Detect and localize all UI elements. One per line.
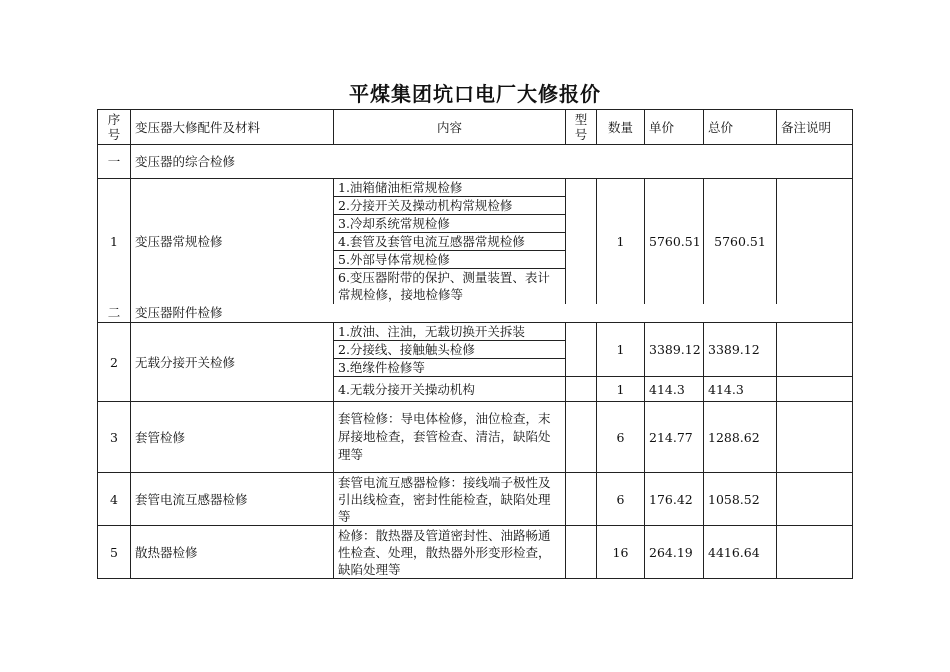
content-line: 3.绝缘件检修等 [338,360,425,375]
row-unit-price: 3389.12 [645,323,704,377]
row-name: 套管检修 [131,402,334,473]
row-unit-price: 264.19 [645,526,704,579]
header-row [98,110,853,145]
row-remark [777,473,853,526]
content-line: 2.分接线、接触触头检修 [334,341,565,359]
row-unit-price: 5760.51 [645,179,704,304]
row-remark [777,526,853,579]
section-row [98,304,853,323]
quotation-table [97,109,853,579]
row-name: 无载分接开关检修 [131,323,334,402]
section-name: 变压器的综合检修 [131,145,853,179]
row-qty: 1 [597,323,645,377]
row-content [334,323,566,377]
row-content: 套管检修：导电体检修，油位检查，末屏接地检查，套管检查、清洁，缺陷处理等 [334,402,566,473]
row-name: 变压器常规检修 [131,179,334,304]
table-row [98,526,853,579]
header-total: 总价 [704,110,777,145]
row-remark [777,402,853,473]
row-content: 检修：散热器及管道密封性、油路畅通性检查、处理，散热器外形变形检查，缺陷处理等 [334,526,566,579]
row-content: 套管电流互感器检修：接线端子极性及引出线检查，密封性能检查，缺陷处理等 [334,473,566,526]
row-unit-price: 176.42 [645,473,704,526]
content-line: 6.变压器附带的保护、测量装置、表计常规检修，接地检修等 [338,270,550,303]
header-remark: 备注说明 [777,110,853,145]
content-line: 2.分接开关及操动机构常规检修 [334,197,565,215]
row-content: 4.无载分接开关操动机构 [334,377,566,402]
row-total: 414.3 [704,377,777,402]
row-seq: 2 [98,323,131,402]
row-model [566,179,597,304]
row-model [566,377,597,402]
header-seq: 序 号 [98,110,131,145]
header-item: 变压器大修配件及材料 [131,110,334,145]
row-remark [777,179,853,304]
content-line: 1.放油、注油，无载切换开关拆装 [334,323,565,341]
row-qty: 6 [597,402,645,473]
row-remark [777,323,853,377]
row-seq: 3 [98,402,131,473]
row-total: 3389.12 [704,323,777,377]
row-qty: 6 [597,473,645,526]
row-seq: 5 [98,526,131,579]
table-row [98,179,853,304]
row-total: 5760.51 [704,179,777,304]
header-qty: 数量 [597,110,645,145]
table-row [98,323,853,377]
row-model [566,323,597,377]
table-row [98,402,853,473]
row-total: 1058.52 [704,473,777,526]
row-seq: 1 [98,179,131,304]
section-name: 变压器附件检修 [131,304,853,323]
row-qty: 16 [597,526,645,579]
row-qty: 1 [597,179,645,304]
row-model [566,526,597,579]
row-remark [777,377,853,402]
row-seq: 4 [98,473,131,526]
section-seq: 一 [98,145,131,179]
header-content: 内容 [334,110,566,145]
row-model [566,402,597,473]
row-qty: 1 [597,377,645,402]
row-total: 4416.64 [704,526,777,579]
row-name: 散热器检修 [131,526,334,579]
header-unit-price: 单价 [645,110,704,145]
header-model: 型 号 [566,110,597,145]
row-unit-price: 214.77 [645,402,704,473]
content-line: 3.冷却系统常规检修 [334,215,565,233]
row-name: 套管电流互感器检修 [131,473,334,526]
row-total: 1288.62 [704,402,777,473]
content-line: 1.油箱储油柜常规检修 [334,179,565,197]
row-unit-price: 414.3 [645,377,704,402]
section-seq: 二 [98,304,131,323]
row-content [334,179,566,304]
content-line: 4.套管及套管电流互感器常规检修 [334,233,565,251]
section-row [98,145,853,179]
content-line: 5.外部导体常规检修 [334,251,565,269]
document-title: 平煤集团坑口电厂大修报价 [349,82,601,106]
table-row [98,473,853,526]
row-model [566,473,597,526]
